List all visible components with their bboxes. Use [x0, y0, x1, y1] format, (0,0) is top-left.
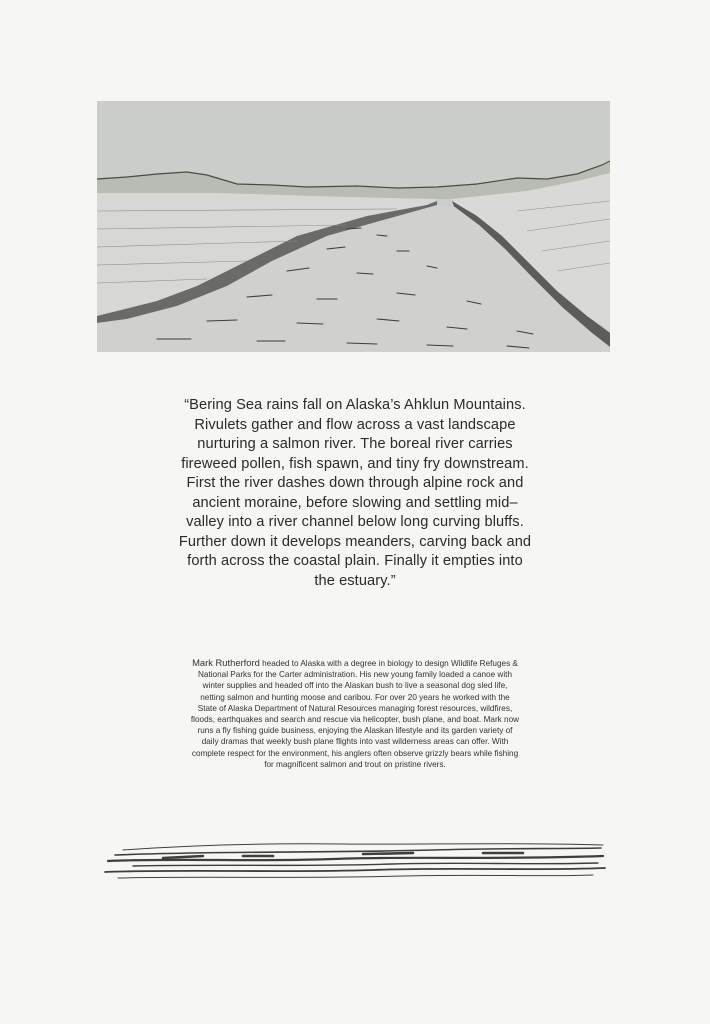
- author-bio-text: headed to Alaska with a degree in biology to design Wildlife Refuges & National Parks for the Carter administration. His new young family loaded a canoe with winter supplies and headed off into the Alaskan bush to live a seasonal dog sled life, netting salmon and hunting moose and caribou. For over 20 years he worked with the State of Alaska Department of Natural Resources managing forest resources, wildfires, floods, earthquakes and search and rescue via helicopter, bush plane, and boat. Mark now runs a fly fishing guide business, enjoying the Alaskan lifestyle and its garden variety of daily dramas that weekly bush plane flights into vast wilderness areas can offer. With complete respect for the environment, his anglers often observe grizzly bears while fishing for magnificent salmon and trout on pristine rivers.: [190, 659, 520, 769]
- author-bio: [190, 657, 520, 770]
- quote-paragraph: “Bering Sea rains fall on Alaska’s Ahklun Mountains. Rivulets gather and flow across a vast landscape nurturing a salmon river. The boreal river carries fireweed pollen, fish spawn, and tiny fry downstream. First the river dashes down through alpine rock and ancient moraine, before slowing and settling mid–valley into a river channel below long curving bluffs. Further down it develops meanders, carving back and forth across the coastal plain. Finally it empties into the estuary.”: [178, 397, 532, 589]
- author-name: Mark Rutherford: [192, 657, 260, 668]
- river-valley-illustration: [97, 101, 610, 352]
- horizon-sketch: [103, 836, 606, 886]
